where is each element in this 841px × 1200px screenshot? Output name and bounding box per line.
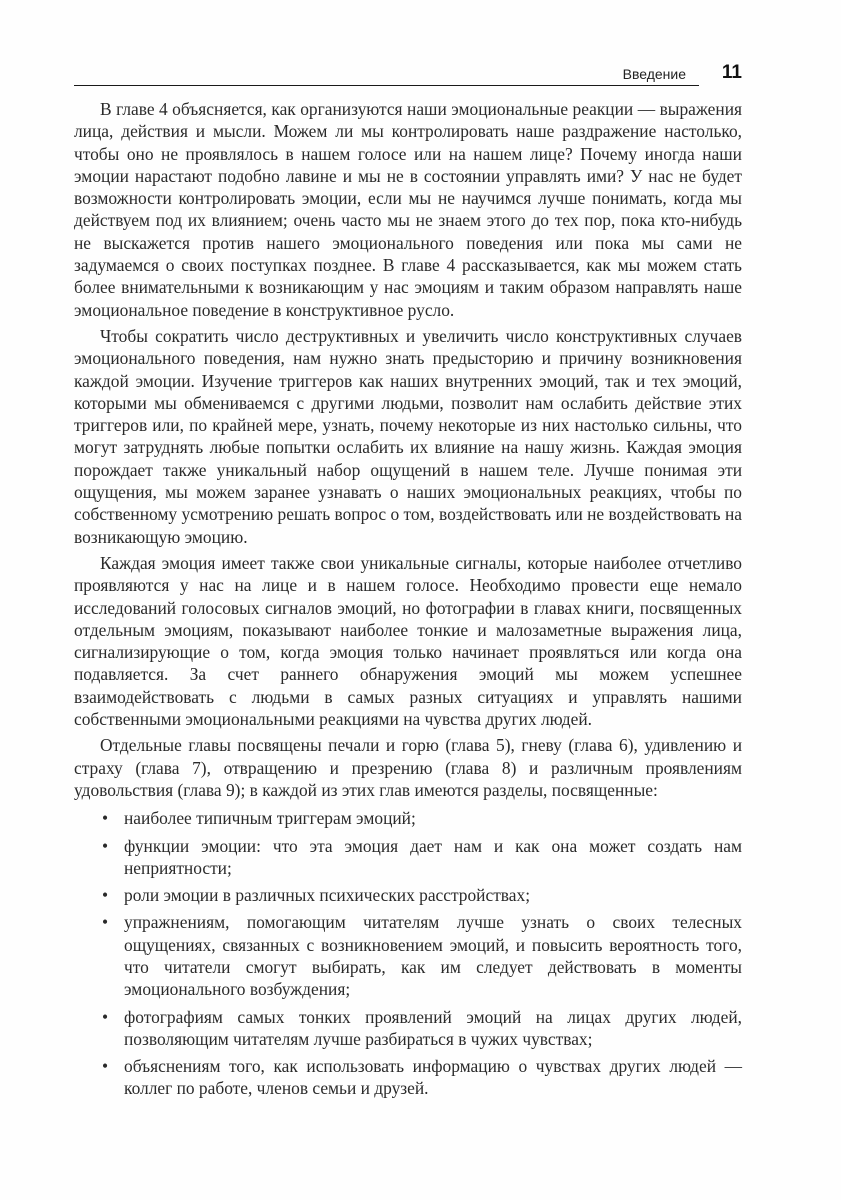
list-item-text: объяснениям того, как использовать информацию о чувствах других людей — коллег по работе, членов семьи и друзей.: [124, 1056, 742, 1099]
list-item: [74, 807, 742, 829]
paragraph: В главе 4 объясняется, как организуются наши эмоциональные реакции — выражения лица, действия и мысли. Можем ли мы контролировать наше раздражение настолько, чтобы оно не проявлялось в нашем голосе или на нашем лице? Почему иногда наши эмоции нарастают подобно лавине и мы не в состоянии управлять ими? У нас не будет возможности контролировать эмоции, если мы не научимся лучше понимать, когда мы действуем под их влиянием; очень часто мы не знаем этого до тех пор, пока кто-нибудь не выскажется против нашего эмоционального поведения или пока мы сами не задумаемся о своих поступках позднее. В главе 4 рассказывается, как мы можем стать более внимательными к возникающим у нас эмоциям и таким образом направлять наше эмоциональное поведение в конструктивное русло.: [74, 99, 742, 320]
bullet-icon: •: [102, 885, 109, 906]
list-item-text: фотографиям самых тонких проявлений эмоций на лицах других людей, позволяющим читателям лучше разбираться в чужих чувствах;: [124, 1006, 742, 1049]
list-item: [74, 884, 742, 906]
paragraph: Чтобы сократить число деструктивных и увеличить число конструктивных случаев эмоционального поведения, нам нужно знать предысторию и причину возникновения каждой эмоции. Изучение триггеров как наших внутренних эмоций, так и тех эмоций, которыми мы обмениваемся с другими людьми, позволит нам ослабить действие этих триггеров или, по крайней мере, узнать, почему некоторые из них настолько сильны, что могут затруднять любые попытки ослабить их влияние на нашу жизнь. Каждая эмоция порождает также уникальный набор ощущений в нашем теле. Лучше понимая эти ощущения, мы можем заранее узнавать о наших эмоциональных реакциях, чтобы по собственному усмотрению решать вопрос о том, воздействовать или не воздействовать на возникающую эмоцию.: [74, 325, 742, 547]
page-body: [74, 98, 742, 1105]
list-item-text: упражнениям, помогающим читателям лучше узнать о своих телесных ощущениях, связанных с возникновением эмоций, и повысить вероятность того, что читатели смогут выбирать, как им следует действовать в моменты эмоционального возбуждения;: [124, 912, 742, 1000]
bullet-list: [74, 807, 742, 1100]
bullet-icon: •: [102, 835, 109, 856]
list-item: [74, 1006, 742, 1051]
bullet-icon: •: [102, 1056, 109, 1077]
list-item-text: функции эмоции: что эта эмоция дает нам и как она может создать нам неприятности;: [124, 835, 742, 878]
paragraph: Каждая эмоция имеет также свои уникальные сигналы, которые наиболее отчетливо проявляются у нас на лице и в нашем голосе. Необходимо провести еще немало исследований голосовых сигналов эмоций, но фотографии в главах книги, посвященных отдельным эмоциям, показывают наиболее тонкие и малозаметные выражения лица, сигнализирующие о том, когда эмоция только начинает проявляться или когда она подавляется. За счет раннего обнаружения эмоций мы можем успешнее взаимодействовать с людьми в самых разных ситуациях и управлять нашими собственными эмоциональными реакциями на чувства других людей.: [74, 552, 742, 730]
running-header: [74, 62, 742, 88]
list-item: [74, 835, 742, 880]
bullet-icon: •: [102, 1006, 109, 1027]
list-item: [74, 911, 742, 1000]
list-item-text: роли эмоции в различных психических расстройствах;: [124, 885, 531, 906]
header-rule: [74, 85, 699, 86]
bullet-icon: •: [102, 808, 109, 829]
list-item: [74, 1055, 742, 1100]
paragraph: Отдельные главы посвящены печали и горю (глава 5), гневу (глава 6), удивлению и страху (глава 7), отвращению и презрению (глава 8) и различным проявлениям удовольствия (глава 9); в каждой из этих глав имеются разделы, посвященные:: [74, 735, 742, 800]
page-number: 11: [721, 62, 742, 83]
bullet-icon: •: [102, 912, 109, 933]
section-title: Введение: [622, 66, 686, 82]
list-item-text: наиболее типичным триггерам эмоций;: [124, 808, 416, 829]
